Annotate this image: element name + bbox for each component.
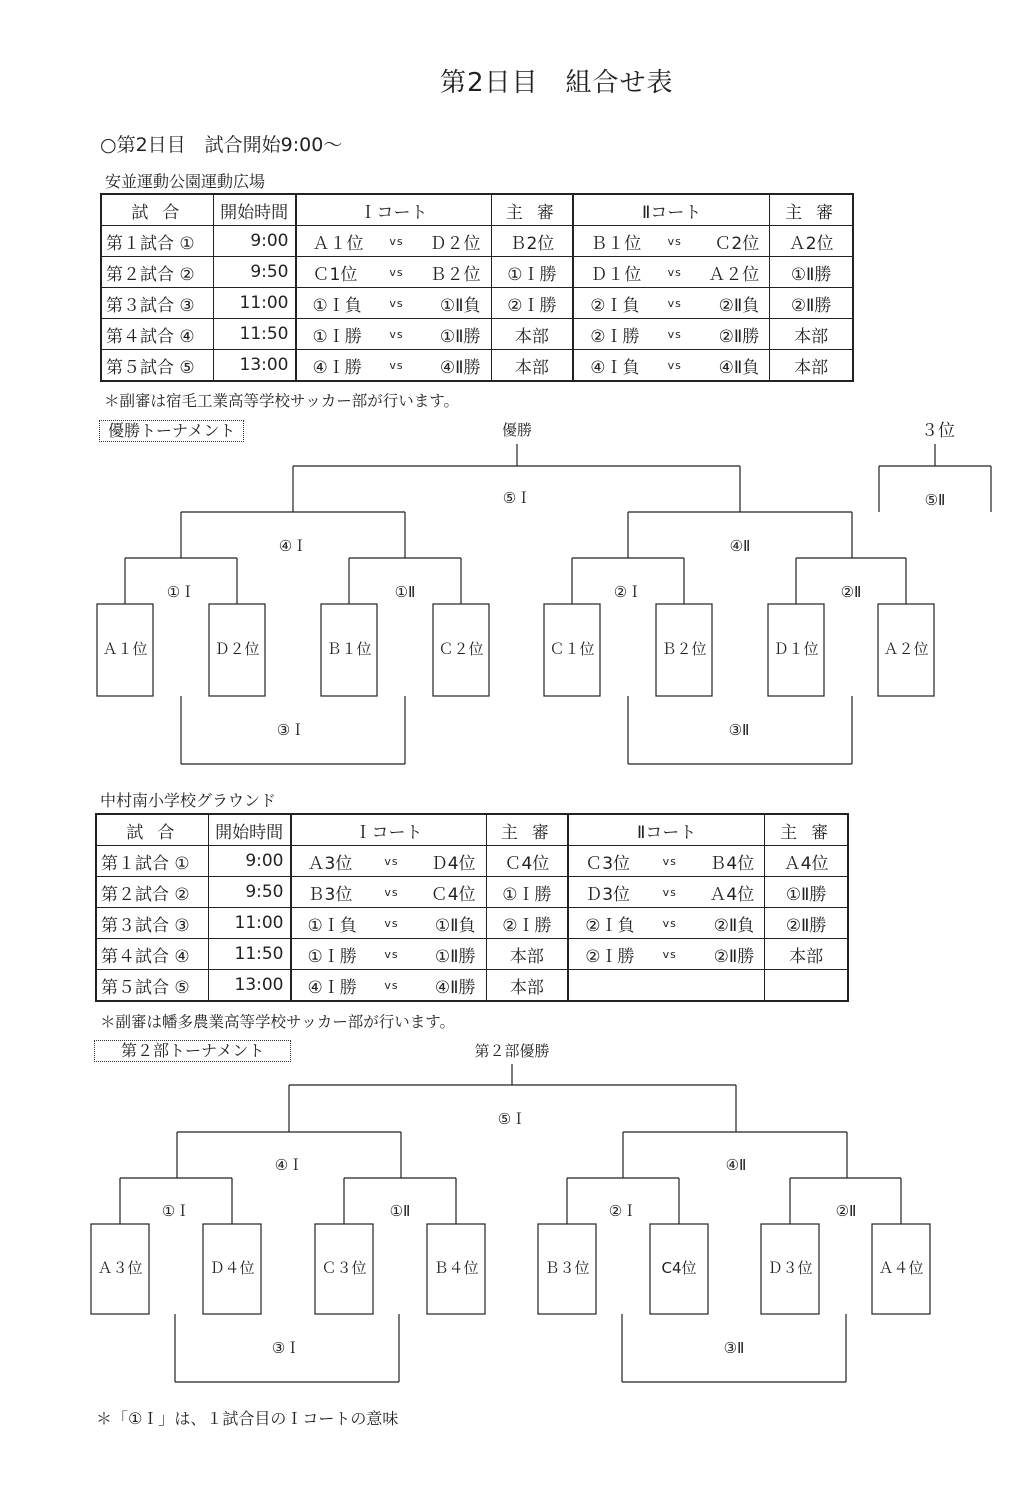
team-a: Ｄ3位: [585, 884, 631, 905]
semi2-match: ④Ⅱ: [725, 1156, 747, 1174]
team-name: Ｃ２位: [438, 640, 484, 658]
team-b: Ｄ4位: [430, 853, 476, 874]
match-cell: 第５試合 ⑤: [101, 350, 213, 382]
vs-label: vs: [389, 327, 404, 341]
time-cell: 11:50: [213, 319, 295, 350]
team-a: ④Ｉ勝: [307, 977, 357, 998]
third-label: ３位: [921, 421, 955, 441]
header-court1: Ｉコート: [296, 194, 492, 226]
venue1-name: 安並運動公園運動広場: [105, 172, 266, 191]
team-a: Ｄ１位: [590, 264, 642, 285]
vs-label: vs: [667, 296, 682, 310]
time-cell: 11:50: [208, 939, 290, 970]
qf-match: ②Ｉ: [608, 1202, 638, 1220]
header-match: 試合: [101, 194, 213, 226]
team-b: Ｃ4位: [430, 884, 476, 905]
ref1-cell: ②Ｉ勝: [491, 288, 573, 319]
header-ref2: 主審: [765, 814, 848, 846]
match-cell: 第５試合 ⑤: [96, 970, 208, 1002]
vs-label: vs: [389, 358, 404, 372]
ref1-cell: 本部: [486, 939, 568, 970]
qf-match: ②Ｉ: [613, 583, 643, 601]
match-cell: 第１試合 ①: [96, 846, 208, 877]
loser2-match: ③Ⅱ: [723, 1339, 745, 1357]
venue2-name: 中村南小学校グラウンド: [100, 791, 277, 810]
team-name: C4位: [661, 1259, 697, 1277]
ref1-cell: 本部: [491, 350, 573, 382]
match-cell: 第３試合 ③: [96, 908, 208, 939]
vs-label: vs: [384, 947, 399, 961]
header-ref2: 主審: [770, 194, 853, 226]
team-name: Ｂ３位: [544, 1259, 590, 1277]
loser2-match: ③Ⅱ: [728, 721, 750, 739]
venue1-note: ＊副審は宿毛工業高等学校サッカー部が行います。: [104, 392, 459, 410]
time-cell: 9:00: [213, 226, 295, 257]
qf-match: ②Ⅱ: [835, 1202, 857, 1220]
team-b: ①Ⅱ勝: [434, 946, 476, 967]
match-cell: 第２試合 ②: [101, 257, 213, 288]
loser1-match: ③Ｉ: [271, 1339, 301, 1357]
team-a: Ｃ1位: [312, 264, 358, 285]
vs-label: vs: [389, 296, 404, 310]
team-a: ②Ｉ勝: [585, 946, 635, 967]
time-cell: 9:00: [208, 846, 290, 877]
page-title: 第2日目 組合せ表: [440, 68, 674, 98]
match-cell: 第３試合 ③: [101, 288, 213, 319]
team-a: ①Ｉ勝: [307, 946, 357, 967]
team-name: Ｄ３位: [767, 1259, 813, 1277]
header-ref1: 主審: [486, 814, 568, 846]
vs-label: vs: [384, 854, 399, 868]
team-name: Ａ３位: [97, 1259, 143, 1277]
time-cell: 11:00: [208, 908, 290, 939]
bracket1-label: 優勝トーナメント: [99, 420, 244, 442]
ref1-cell: ①Ｉ勝: [491, 257, 573, 288]
team-b: ②Ⅱ負: [718, 295, 760, 316]
vs-label: vs: [662, 854, 677, 868]
ref2-cell: Ａ2位: [770, 226, 853, 257]
team-name: Ｂ１位: [326, 640, 372, 658]
team-b: Ａ２位: [708, 264, 760, 285]
header-ref1: 主審: [491, 194, 573, 226]
vs-label: vs: [662, 885, 677, 899]
ref1-cell: 本部: [491, 319, 573, 350]
footnote: ＊「①Ｉ」は、１試合目のＩコートの意味: [96, 1409, 399, 1428]
team-a: Ｂ3位: [307, 884, 353, 905]
team-name: Ｃ３位: [321, 1259, 367, 1277]
qf-match: ①Ⅱ: [394, 583, 416, 601]
ref2-cell: 本部: [765, 939, 848, 970]
team-a: ①Ｉ負: [312, 295, 362, 316]
ref2-cell: 本部: [770, 319, 853, 350]
team-name: Ａ１位: [102, 640, 148, 658]
team-a: Ａ3位: [307, 853, 353, 874]
team-a: ②Ｉ負: [585, 915, 635, 936]
vs-label: vs: [662, 947, 677, 961]
team-a: ②Ｉ勝: [590, 326, 640, 347]
time-cell: 9:50: [213, 257, 295, 288]
ref1-cell: ②Ｉ勝: [486, 908, 568, 939]
time-cell: 11:00: [213, 288, 295, 319]
loser1-match: ③Ｉ: [276, 721, 306, 739]
ref2-cell: Ａ4位: [765, 846, 848, 877]
final-match: ⑤Ｉ: [502, 489, 532, 507]
schedule-heading: ○第2日目 試合開始9:00～: [100, 134, 343, 156]
time-cell: 13:00: [213, 350, 295, 382]
team-b: ④Ⅱ勝: [439, 357, 481, 378]
team-b: ②Ⅱ勝: [718, 326, 760, 347]
header-match: 試合: [96, 814, 208, 846]
ref1-cell: ①Ｉ勝: [486, 877, 568, 908]
vs-label: vs: [667, 234, 682, 248]
champion-label: 優勝: [501, 421, 533, 439]
team-a: ①Ｉ勝: [312, 326, 362, 347]
vs-label: vs: [667, 265, 682, 279]
ref1-cell: Ｂ2位: [491, 226, 573, 257]
qf-match: ①Ｉ: [161, 1202, 191, 1220]
team-name: Ｄ１位: [773, 640, 819, 658]
vs-label: vs: [389, 234, 404, 248]
match-cell: 第２試合 ②: [96, 877, 208, 908]
ref1-cell: 本部: [486, 970, 568, 1002]
team-a: ①Ｉ負: [307, 915, 357, 936]
team-name: Ｄ４位: [209, 1259, 255, 1277]
vs-label: vs: [662, 916, 677, 930]
team-b: ②Ⅱ勝: [713, 946, 755, 967]
qf-match: ①Ⅱ: [389, 1202, 411, 1220]
vs-label: vs: [667, 327, 682, 341]
team-a: ④Ｉ勝: [312, 357, 362, 378]
vs-label: vs: [384, 885, 399, 899]
team-b: Ｂ２位: [429, 264, 481, 285]
team-b: Ｄ２位: [429, 233, 481, 254]
time-cell: 13:00: [208, 970, 290, 1002]
team-name: Ｂ４位: [433, 1259, 479, 1277]
champion-label: 第２部優勝: [474, 1042, 550, 1060]
team-name: Ａ２位: [883, 640, 929, 658]
ref2-cell: ②Ⅱ勝: [765, 908, 848, 939]
header-court2: Ⅱコート: [573, 194, 770, 226]
team-b: Ｃ2位: [714, 233, 760, 254]
header-court1: Ｉコート: [291, 814, 487, 846]
header-time: 開始時間: [208, 814, 290, 846]
team-name: Ａ４位: [878, 1259, 924, 1277]
team-b: ④Ⅱ勝: [434, 977, 476, 998]
final-match: ⑤Ｉ: [497, 1110, 527, 1128]
team-b: ④Ⅱ負: [718, 357, 760, 378]
semi1-match: ④Ｉ: [278, 537, 308, 555]
team-a: Ｂ１位: [590, 233, 642, 254]
team-name: Ｂ２位: [661, 640, 707, 658]
vs-label: vs: [384, 978, 399, 992]
team-a: Ｃ3位: [585, 853, 631, 874]
team-b: Ｂ4位: [709, 853, 755, 874]
ref1-cell: Ｃ4位: [486, 846, 568, 877]
vs-label: vs: [389, 265, 404, 279]
team-b: ①Ⅱ勝: [439, 326, 481, 347]
time-cell: 9:50: [208, 877, 290, 908]
qf-match: ①Ｉ: [166, 583, 196, 601]
vs-label: vs: [667, 358, 682, 372]
semi2-match: ④Ⅱ: [729, 537, 751, 555]
team-b: ①Ⅱ負: [434, 915, 476, 936]
team-a: ②Ｉ負: [590, 295, 640, 316]
team-a: ④Ｉ負: [590, 357, 640, 378]
team-b: ①Ⅱ負: [439, 295, 481, 316]
ref2-cell: 本部: [770, 350, 853, 382]
bracket2-label: 第２部トーナメント: [94, 1040, 291, 1062]
match-cell: 第４試合 ④: [101, 319, 213, 350]
header-time: 開始時間: [213, 194, 295, 226]
ref2-cell: ①Ⅱ勝: [765, 877, 848, 908]
team-b: Ａ4位: [709, 884, 755, 905]
header-court2: Ⅱコート: [568, 814, 765, 846]
team-name: Ｄ２位: [214, 640, 260, 658]
venue2-note: ＊副審は幡多農業高等学校サッカー部が行います。: [100, 1013, 455, 1031]
team-b: ②Ⅱ負: [713, 915, 755, 936]
ref2-cell: ①Ⅱ勝: [770, 257, 853, 288]
third-match: ⑤Ⅱ: [924, 491, 946, 509]
qf-match: ②Ⅱ: [840, 583, 862, 601]
team-a: Ａ１位: [312, 233, 364, 254]
team-name: Ｃ１位: [549, 640, 595, 658]
vs-label: vs: [384, 916, 399, 930]
ref2-cell: ②Ⅱ勝: [770, 288, 853, 319]
match-cell: 第１試合 ①: [101, 226, 213, 257]
semi1-match: ④Ｉ: [274, 1156, 304, 1174]
match-cell: 第４試合 ④: [96, 939, 208, 970]
